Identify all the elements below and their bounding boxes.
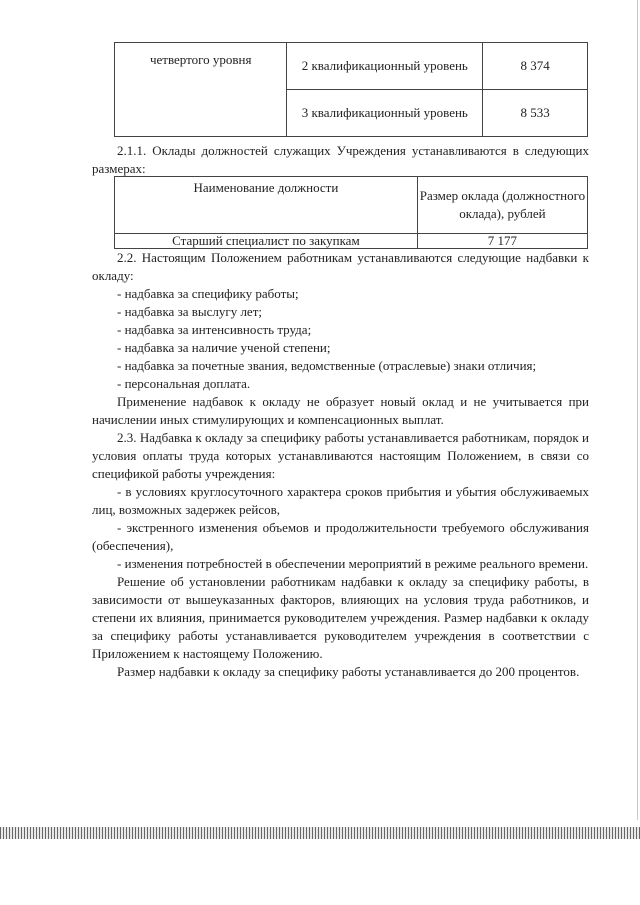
table-cell-salary: 7 177 — [417, 234, 587, 249]
qualification-salary-table — [114, 42, 588, 137]
page-edge-line — [637, 0, 638, 820]
table-header-position: Наименование должности — [115, 177, 418, 234]
table-cell-salary: 8 374 — [483, 43, 588, 90]
paragraph-2-1-1: 2.1.1. Оклады должностей служащих Учреждения устанавливаются в следующих размерах: — [92, 143, 589, 176]
paragraph-size: Размер надбавки к окладу за специфику работы устанавливается до 200 процентов. — [117, 664, 580, 679]
table-row — [115, 43, 588, 90]
table-cell-salary: 8 533 — [483, 90, 588, 137]
list-item: - в условиях круглосуточного характера сроков прибытия и убытия обслуживаемых лиц, возможных задержек рейсов, — [92, 484, 589, 517]
list-item: - надбавка за наличие ученой степени; — [117, 340, 331, 355]
list-item: - надбавка за выслугу лет; — [117, 304, 262, 319]
list-item: - надбавка за специфику работы; — [117, 286, 299, 301]
paragraph-2-2: 2.2. Настоящим Положением работникам устанавливаются следующие надбавки к окладу: - надбавка за специфику работы; - надбавка за выслугу лет; - надбавка за интенсивность труда; - надбавка за наличие ученой степени; - надбавка за почетные звания, ведомственные (отраслевые) знаки отличия; - персональная доплата. Применение надбавок к окладу не образует новый оклад и не учитывается при начислении иных стимулирующих и компенсационных выплат. 2.3. Надбавка к окладу за специфику работы устанавливается работникам, порядок и условия оплаты труда которых устанавливаются настоящим Положением, в связи со спецификой работы учреждения: - в условиях круглосуточного характера сроков прибытия и убытия обслуживаемых лиц, возможных задержек рейсов, - экстренного изменения объемов и продолжительности требуемого обслуживания (обеспечения), - изменения потребностей в обеспечении мероприятий в режиме реального времени. Решение об установлении работникам надбавки к окладу за специфику работы, в зависимости от вышеуказанных факторов, влияющих на условия труда работников, и степени их влияния, принимается руководителем учреждения. Размер надбавки к окладу за специфику работы устанавливается руководителем учреждения в соответствии с Приложением к настоящему Положению. Размер надбавки к окладу за специфику работы устанавливается до 200 процентов. — [92, 250, 589, 679]
paragraph-application: Применение надбавок к окладу не образует новый оклад и не учитывается при начислении иных стимулирующих и компенсационных выплат. — [92, 394, 589, 427]
list-item: - надбавка за почетные звания, ведомственные (отраслевые) знаки отличия; — [117, 358, 537, 373]
paragraph-decision: Решение об установлении работникам надбавки к окладу за специфику работы, в зависимости от вышеуказанных факторов, влияющих на условия труда работников, и степени их влияния, принимается руководителем учреждения. Размер надбавки к окладу за специфику работы устанавливается руководителем учреждения в соответствии с Приложением к настоящему Положению. — [92, 574, 589, 661]
table-header-salary: Размер оклада (должностного оклада), рублей — [417, 177, 587, 234]
table-cell-level: 3 квалификационный уровень — [287, 90, 483, 137]
list-item: - надбавка за интенсивность труда; — [117, 322, 312, 337]
table-row — [115, 234, 588, 249]
scan-footer-bar — [0, 827, 640, 839]
list-item: - персональная доплата. — [117, 376, 251, 391]
paragraph-2-3: 2.3. Надбавка к окладу за специфику работы устанавливается работникам, порядок и условия оплаты труда которых устанавливаются настоящим Положением, в связи со спецификой работы учреждения: — [92, 430, 589, 481]
table-header-row — [115, 177, 588, 234]
table-cell-category: четвертого уровня — [115, 43, 287, 137]
table-cell-level: 2 квалификационный уровень — [287, 43, 483, 90]
list-item: - изменения потребностей в обеспечении мероприятий в режиме реального времени. — [117, 556, 589, 571]
position-salary-table — [114, 176, 588, 249]
list-item: - экстренного изменения объемов и продолжительности требуемого обслуживания (обеспечения), — [92, 520, 589, 553]
table-cell-position: Старший специалист по закупкам — [115, 234, 418, 249]
